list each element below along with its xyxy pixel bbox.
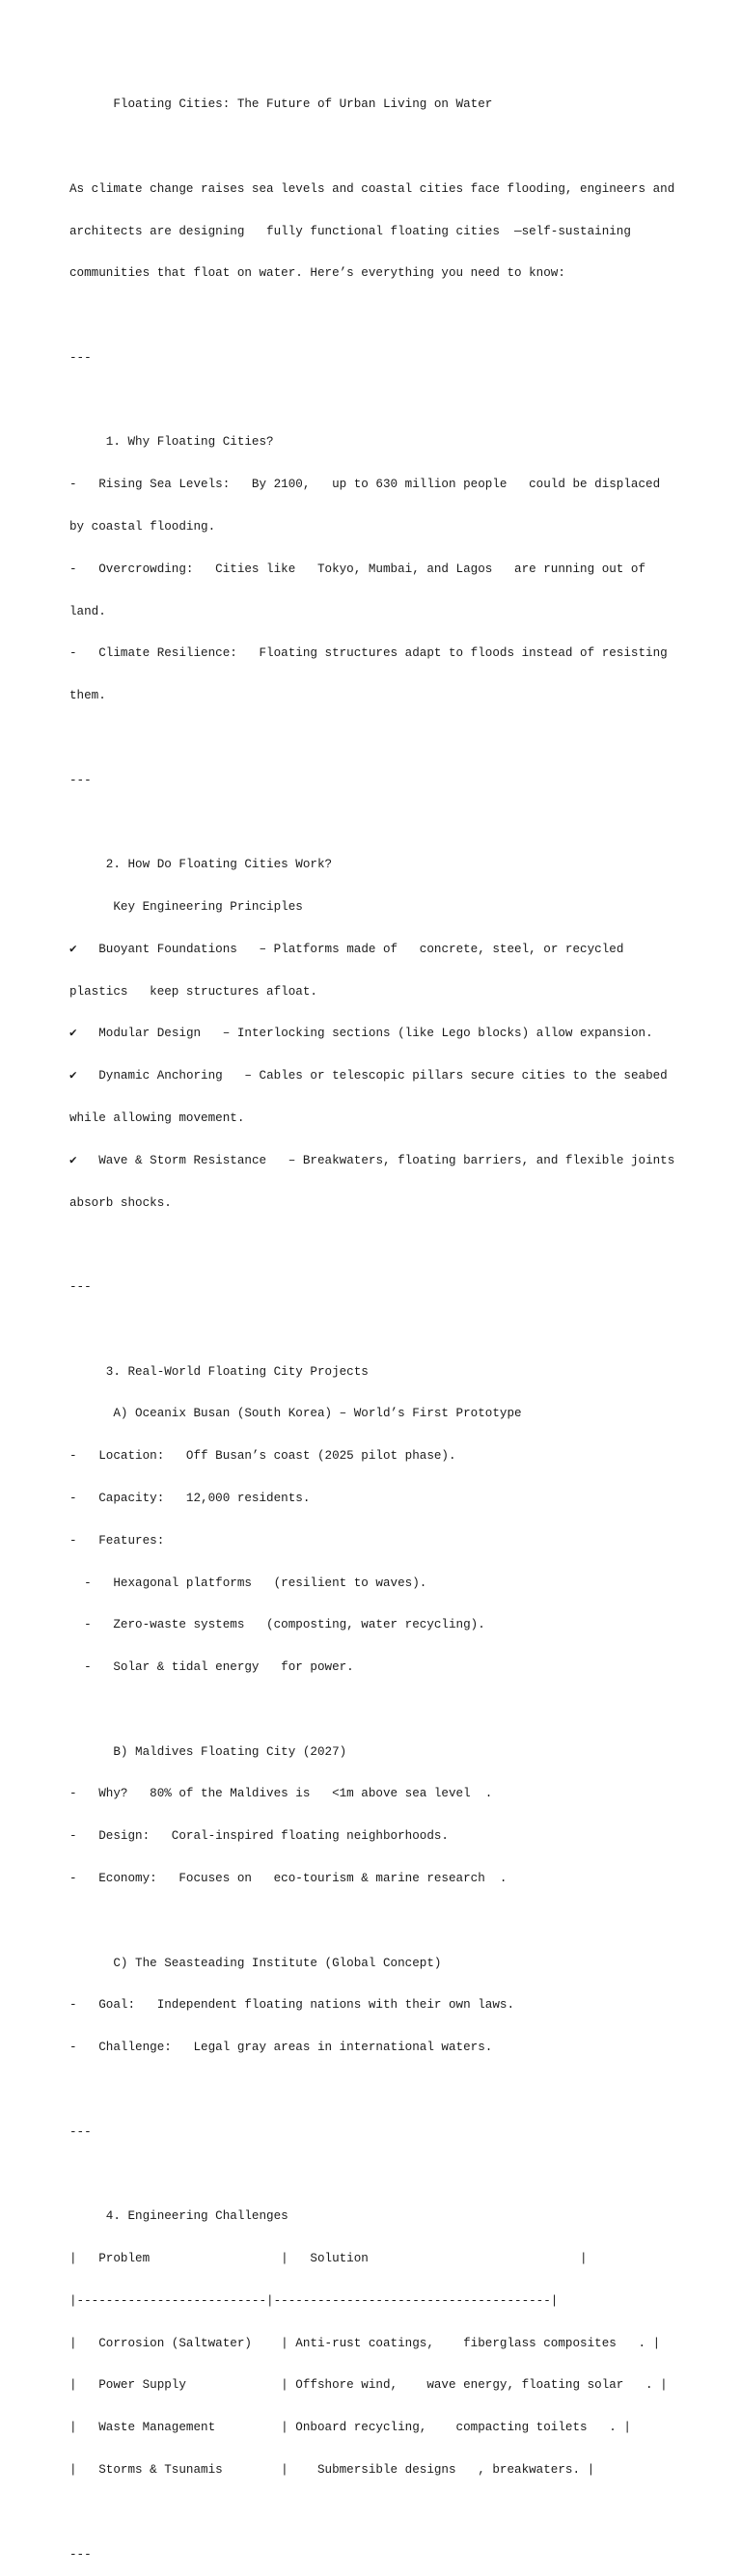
section-divider: --- [69, 2124, 92, 2139]
sub-bullet-line: - Hexagonal platforms (resilient to waves). [69, 1576, 427, 1590]
blank-line [69, 394, 735, 408]
table-header-row: | Problem | Solution | [69, 2252, 588, 2266]
bullet-line: - Design: Coral-inspired floating neighborhoods. [69, 1829, 449, 1844]
bullet-continuation: land. [69, 604, 106, 618]
blank-line [69, 309, 735, 323]
blank-line [69, 2083, 735, 2097]
table-row: | Power Supply | Offshore wind, wave energy, floating solar . | [69, 2378, 668, 2393]
document-body [69, 69, 735, 2576]
subsection-heading: B) Maldives Floating City (2027) [69, 1744, 347, 1759]
sub-bullet-line: - Zero-waste systems (composting, water recycling). [69, 1618, 485, 1632]
blank-line [69, 140, 735, 154]
bullet-continuation: by coastal flooding. [69, 520, 216, 534]
section-divider: --- [69, 1280, 92, 1295]
section-heading-3: 3. Real-World Floating City Projects [69, 1364, 369, 1379]
subsection-heading: A) Oceanix Busan (South Korea) – World’s First Prototype [69, 1407, 522, 1421]
check-item: ✔ Wave & Storm Resistance – Breakwaters, floating barriers, and flexible joints [69, 1153, 675, 1167]
section-divider: --- [69, 773, 92, 787]
section-divider: --- [69, 350, 92, 365]
blank-line [69, 815, 735, 830]
check-item-continuation: absorb shocks. [69, 1195, 172, 1210]
section-heading-4: 4. Engineering Challenges [69, 2209, 288, 2224]
intro-line: As climate change raises sea levels and coastal cities face flooding, engineers and [69, 181, 675, 196]
intro-line: communities that float on water. Here’s everything you need to know: [69, 266, 565, 281]
document-title: Floating Cities: The Future of Urban Living on Water [69, 97, 493, 112]
bullet-line: - Why? 80% of the Maldives is <1m above sea level . [69, 1787, 493, 1801]
check-item-continuation: plastics keep structures afloat. [69, 984, 317, 999]
section-heading-1: 1. Why Floating Cities? [69, 435, 274, 450]
check-item-continuation: while allowing movement. [69, 1110, 245, 1125]
table-row: | Storms & Tsunamis | Submersible designs , breakwaters. | [69, 2462, 595, 2477]
subsection-heading: C) The Seasteading Institute (Global Concept) [69, 1956, 442, 1970]
table-row: | Waste Management | Onboard recycling, compacting toilets . | [69, 2421, 631, 2435]
blank-line [69, 1238, 735, 1252]
blank-line [69, 731, 735, 746]
table-separator-row: |--------------------------|--------------------------------------| [69, 2293, 559, 2308]
intro-line: architects are designing fully functional floating cities —self-sustaining [69, 224, 631, 238]
subsection-heading: Key Engineering Principles [69, 900, 303, 915]
blank-line [69, 2167, 735, 2181]
bullet-line: - Location: Off Busan’s coast (2025 pilot phase). [69, 1449, 456, 1464]
bullet-line: - Features: [69, 1533, 165, 1548]
sub-bullet-line: - Solar & tidal energy for power. [69, 1660, 354, 1675]
bullet-line: - Economy: Focuses on eco-tourism & marine research . [69, 1872, 508, 1885]
section-heading-2: 2. How Do Floating Cities Work? [69, 858, 333, 872]
bullet-line: - Capacity: 12,000 residents. [69, 1491, 311, 1505]
bullet-line: - Challenge: Legal gray areas in international waters. [69, 2041, 493, 2055]
blank-line [69, 2506, 735, 2520]
section-divider: --- [69, 2547, 92, 2562]
bullet-line: - Rising Sea Levels: By 2100, up to 630 million people could be displaced [69, 478, 661, 492]
bullet-continuation: them. [69, 689, 106, 703]
table-row: | Corrosion (Saltwater) | Anti-rust coatings, fiberglass composites . | [69, 2336, 661, 2350]
blank-line [69, 1703, 735, 1717]
blank-line [69, 1323, 735, 1337]
check-item: ✔ Dynamic Anchoring – Cables or telescopic pillars secure cities to the seabed [69, 1069, 668, 1083]
blank-line [69, 1914, 735, 1929]
bullet-line: - Climate Resilience: Floating structures adapt to floods instead of resisting [69, 646, 668, 661]
check-item: ✔ Buoyant Foundations – Platforms made of concrete, steel, or recycled [69, 942, 624, 956]
bullet-line: - Goal: Independent floating nations with their own laws. [69, 1998, 515, 2013]
check-item: ✔ Modular Design – Interlocking sections (like Lego blocks) allow expansion. [69, 1027, 653, 1041]
bullet-line: - Overcrowding: Cities like Tokyo, Mumbai, and Lagos are running out of [69, 562, 646, 576]
